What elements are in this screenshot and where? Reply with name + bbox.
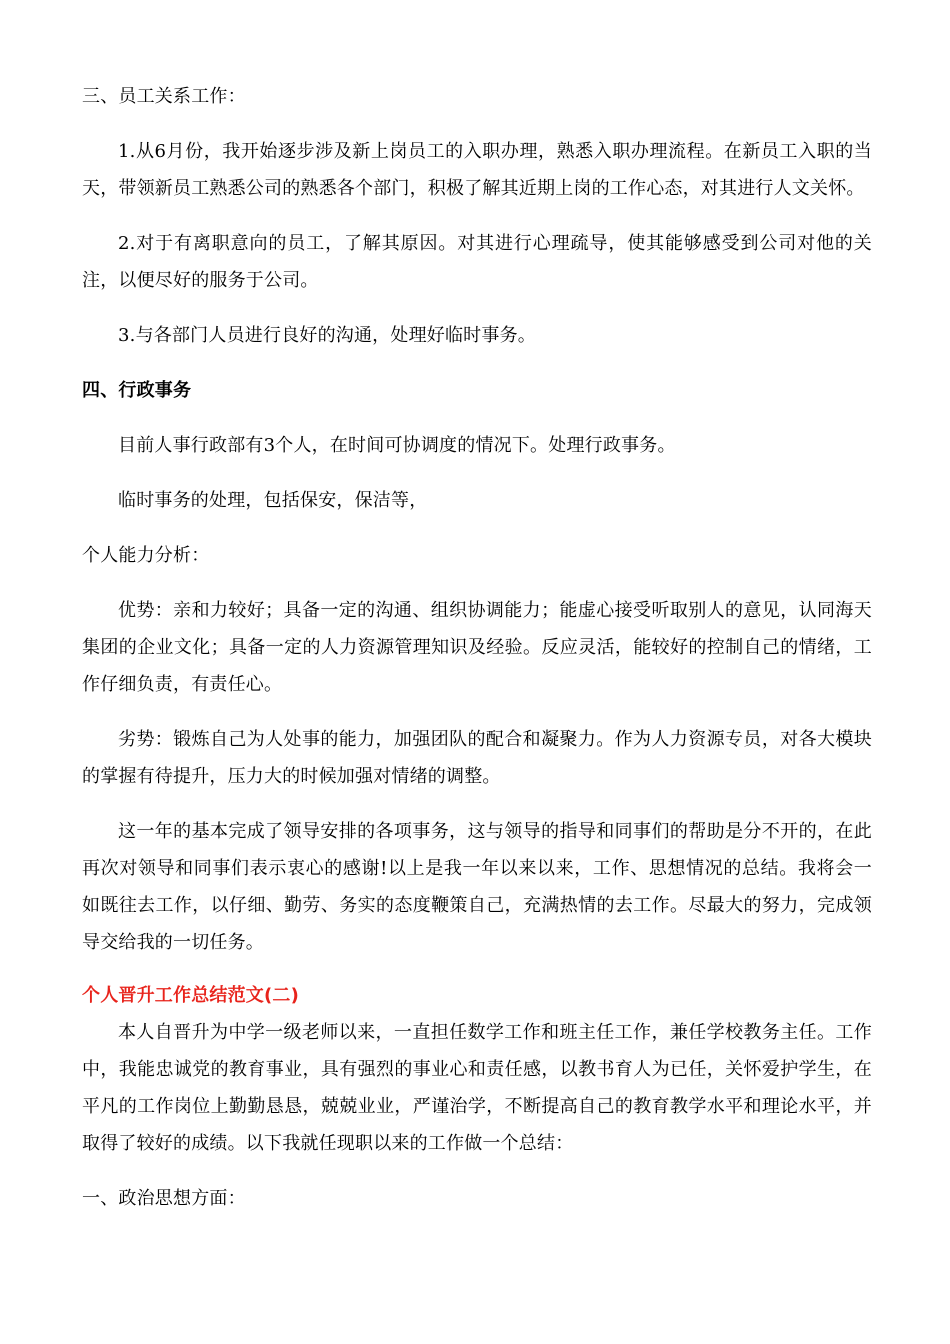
paragraph-strength: 优势：亲和力较好；具备一定的沟通、组织协调能力；能虚心接受听取别人的意见，认同海天集团的企业文化；具备一定的人力资源管理知识及经验。反应灵活，能较好的控制自己的情绪，工作仔细负责，有责任心。 <box>82 600 872 695</box>
paragraph-employee-relations-2: 2.对于有离职意向的员工，了解其原因。对其进行心理疏导，使其能够感受到公司对他的关注，以便尽好的服务于公司。 <box>82 233 872 291</box>
paragraph-admin-2: 临时事务的处理，包括保安，保洁等， <box>118 490 428 511</box>
section-heading-admin: 四、行政事务 <box>82 380 192 401</box>
paragraph-admin-1: 目前人事行政部有3个人，在时间可协调度的情况下。处理行政事务。 <box>118 435 676 456</box>
article-title-sample-2: 个人晋升工作总结范文(二) <box>82 985 300 1006</box>
section-heading-ability: 个人能力分析： <box>82 545 210 566</box>
document-page <box>82 78 872 1217</box>
section-heading-political: 一、政治思想方面： <box>82 1188 246 1209</box>
section-heading-employee-relations: 三、员工关系工作： <box>82 86 246 107</box>
paragraph-employee-relations-1: 1.从6月份，我开始逐步涉及新上岗员工的入职办理，熟悉入职办理流程。在新员工入职的当天，带领新员工熟悉公司的熟悉各个部门，积极了解其近期上岗的工作心态，对其进行人文关怀。 <box>82 141 872 199</box>
paragraph-closing: 这一年的基本完成了领导安排的各项事务，这与领导的指导和同事们的帮助是分不开的，在此再次对领导和同事们表示衷心的感谢!以上是我一年以来以来，工作、思想情况的总结。我将会一如既往去工作，以仔细、勤劳、务实的态度鞭策自己，充满热情的去工作。尽最大的努力，完成领导交给我的一切任务。 <box>82 821 872 953</box>
paragraph-intro-2: 本人自晋升为中学一级老师以来，一直担任数学工作和班主任工作，兼任学校教务主任。工作中，我能忠诚党的教育事业，具有强烈的事业心和责任感，以教书育人为已任，关怀爱护学生，在平凡的工作岗位上勤勤恳恳，兢兢业业，严谨治学，不断提高自己的教育教学水平和理论水平，并取得了较好的成绩。以下我就任现职以来的工作做一个总结： <box>82 1022 872 1154</box>
paragraph-weakness: 劣势：锻炼自己为人处事的能力，加强团队的配合和凝聚力。作为人力资源专员，对各大模块的掌握有待提升，压力大的时候加强对情绪的调整。 <box>82 729 872 787</box>
paragraph-employee-relations-3: 3.与各部门人员进行良好的沟通，处理好临时事务。 <box>118 325 536 346</box>
